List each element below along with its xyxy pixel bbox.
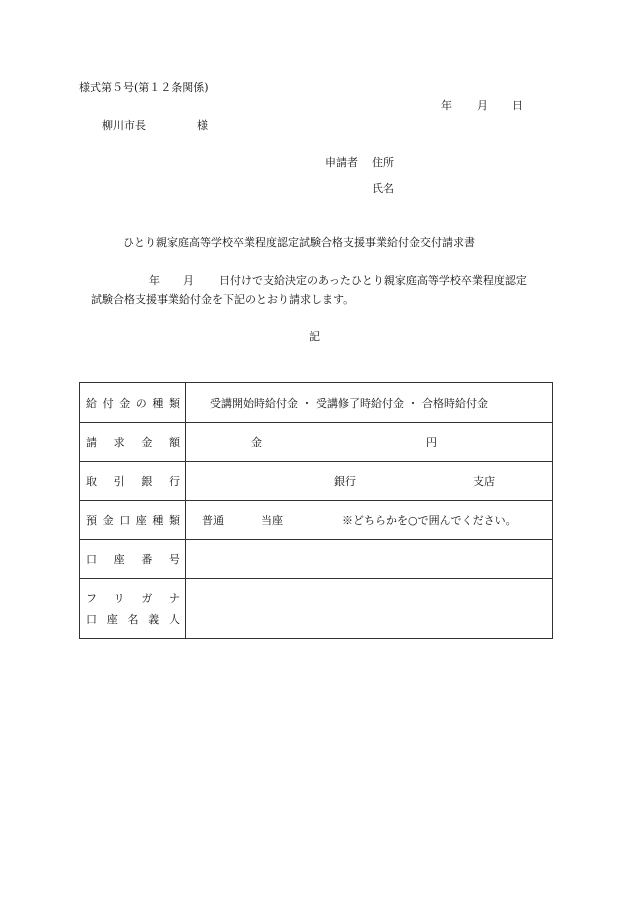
label-char: 給 xyxy=(86,396,97,410)
label-char: ガ xyxy=(141,592,153,605)
applicant-name-label: 氏名 xyxy=(372,182,394,195)
label-char: 金 xyxy=(102,514,114,527)
account-type-note: ※どちらかを○で囲んでください。 xyxy=(342,514,517,527)
account-type-option-futsu[interactable]: 普通 xyxy=(202,514,224,527)
account-type-label xyxy=(80,501,186,540)
ki-heading: 記 xyxy=(309,330,320,343)
amount-prefix: 金 xyxy=(251,436,262,449)
label-char: 引 xyxy=(113,475,125,488)
label-char: 付 xyxy=(102,396,114,410)
account-type-label-text xyxy=(86,512,180,528)
branch-suffix: 支店 xyxy=(473,475,495,488)
account-holder-label-text xyxy=(86,611,180,627)
body-text-line2: 試験合格支援事業給付金を下記のとおり請求します。 xyxy=(91,293,355,306)
applicant-address-label: 住所 xyxy=(372,156,394,169)
label-char: 請 xyxy=(86,436,97,449)
amount-label-text xyxy=(86,434,180,450)
label-char: 金 xyxy=(119,396,131,410)
amount-cell[interactable] xyxy=(186,423,553,462)
label-char: 銀 xyxy=(141,475,153,488)
label-char: リ xyxy=(113,592,125,605)
label-char: 号 xyxy=(168,553,180,566)
bank-label-text xyxy=(86,473,180,489)
label-char: 預 xyxy=(86,514,97,527)
label-char: 口 xyxy=(86,613,97,626)
label-char: 種 xyxy=(152,396,164,410)
label-char: の xyxy=(135,396,147,410)
account-holder-label xyxy=(80,579,186,639)
request-table xyxy=(79,382,553,639)
table-row-amount xyxy=(80,423,553,462)
form-number: 様式第５号(第１２条関係) xyxy=(79,81,209,94)
body-text-line1: 日付けで支給決定のあったひとり親家庭高等学校卒業程度認定 xyxy=(219,274,527,287)
label-char: 種 xyxy=(152,514,164,527)
label-char: ナ xyxy=(168,592,180,605)
account-number-label-text xyxy=(86,551,180,567)
label-char: 座 xyxy=(135,514,147,527)
document-title: ひとり親家庭高等学校卒業程度認定試験合格支援事業給付金交付請求書 xyxy=(123,236,475,249)
applicant-label: 申請者 xyxy=(325,156,358,169)
body-month-label: 月 xyxy=(183,274,194,287)
account-holder-cell[interactable] xyxy=(186,579,553,639)
label-char: 名 xyxy=(127,613,139,626)
table-row-kind xyxy=(80,383,553,423)
addressee-honorific: 様 xyxy=(197,119,208,132)
table-row-account-type xyxy=(80,501,553,540)
label-char: 行 xyxy=(168,475,180,488)
label-char: 求 xyxy=(113,436,125,449)
body-year-label: 年 xyxy=(149,274,160,287)
label-char: 番 xyxy=(141,553,153,566)
kind-options-cell[interactable] xyxy=(186,383,553,423)
kind-label-text xyxy=(86,395,180,411)
date-day-label: 日 xyxy=(512,99,523,112)
label-char: 口 xyxy=(86,553,97,566)
label-char: 類 xyxy=(168,514,180,527)
addressee-name: 柳川市長 xyxy=(102,119,146,132)
date-year-label: 年 xyxy=(441,99,452,112)
label-char: 取 xyxy=(86,475,97,488)
label-char: 義 xyxy=(148,613,160,626)
label-char: 口 xyxy=(119,514,131,527)
amount-unit: 円 xyxy=(426,436,437,449)
kind-label xyxy=(80,383,186,423)
account-number-cell[interactable] xyxy=(186,540,553,579)
label-char: 座 xyxy=(106,613,118,626)
table-row-account-holder xyxy=(80,579,553,639)
table-row-account-number xyxy=(80,540,553,579)
amount-label xyxy=(80,423,186,462)
account-type-cell xyxy=(186,501,553,540)
account-number-label xyxy=(80,540,186,579)
label-char: 類 xyxy=(168,396,180,410)
furigana-label-text xyxy=(86,590,180,606)
kind-options[interactable]: 受講開始時給付金 ・ 受講修了時給付金 ・ 合格時給付金 xyxy=(210,396,488,410)
label-char: 金 xyxy=(141,436,153,449)
bank-label xyxy=(80,462,186,501)
table-row-bank xyxy=(80,462,553,501)
bank-cell[interactable] xyxy=(186,462,553,501)
label-char: 座 xyxy=(113,553,125,566)
account-type-option-touza[interactable]: 当座 xyxy=(261,514,283,527)
date-month-label: 月 xyxy=(477,99,488,112)
label-char: 人 xyxy=(169,613,180,626)
label-char: フ xyxy=(86,592,97,605)
label-char: 額 xyxy=(168,436,180,449)
bank-suffix: 銀行 xyxy=(334,475,356,488)
